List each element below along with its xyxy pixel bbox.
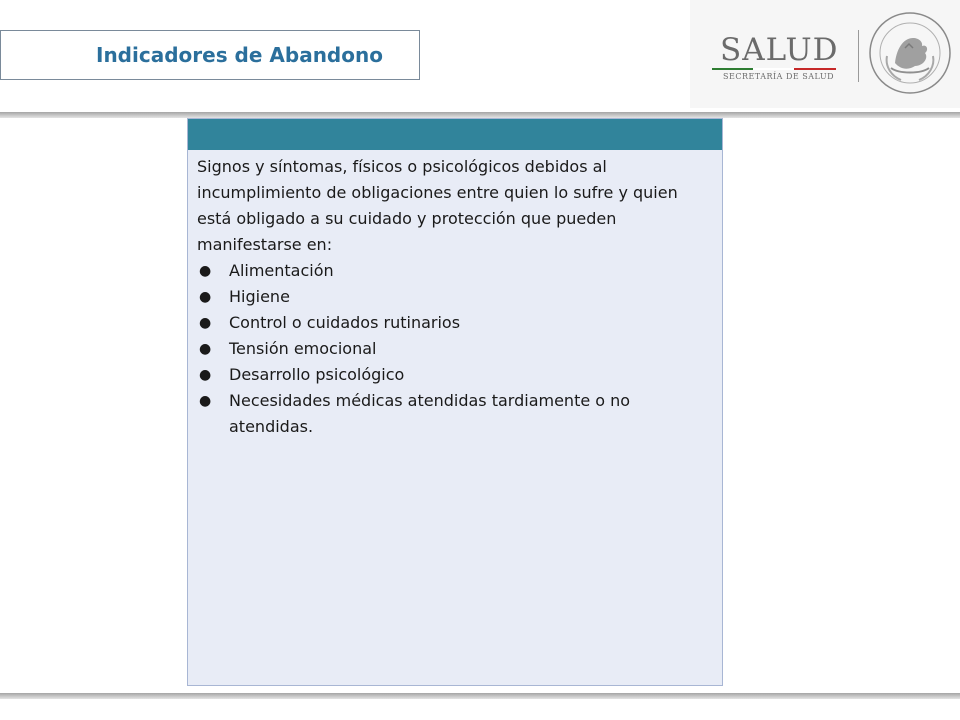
salud-logo bbox=[690, 0, 960, 108]
salud-logo-wordmark: SALUD bbox=[720, 32, 839, 68]
list-item bbox=[197, 284, 716, 310]
table-header bbox=[188, 119, 722, 150]
logo-divider bbox=[858, 30, 859, 82]
list-item-label: Tensión emocional bbox=[229, 339, 377, 358]
bullet-icon: ● bbox=[199, 393, 212, 409]
list-item-label: Desarrollo psicológico bbox=[229, 365, 405, 384]
page-title: Indicadores de Abandono bbox=[96, 43, 383, 67]
list-item bbox=[197, 388, 716, 440]
bottom-divider bbox=[0, 693, 960, 699]
list-item-label: Control o cuidados rutinarios bbox=[229, 313, 461, 332]
bullet-icon: ● bbox=[199, 289, 212, 305]
title-box bbox=[0, 30, 420, 80]
list-item bbox=[197, 336, 716, 362]
content-table bbox=[187, 118, 723, 686]
flag-stripe bbox=[712, 68, 836, 70]
bullet-icon: ● bbox=[199, 367, 212, 383]
list-item bbox=[197, 362, 716, 388]
salud-logo-subtitle: SECRETARÍA DE SALUD bbox=[723, 72, 835, 81]
list-item bbox=[197, 310, 716, 336]
list-item bbox=[197, 258, 716, 284]
list-item-label: Necesidades médicas atendidas tardiamente o no atendidas. bbox=[229, 391, 631, 436]
bullet-icon: ● bbox=[199, 263, 212, 279]
list-item-label: Alimentación bbox=[229, 261, 334, 280]
indicator-list bbox=[197, 258, 716, 440]
table-body bbox=[188, 150, 722, 440]
list-item-label: Higiene bbox=[229, 287, 290, 306]
intro-text: Signos y síntomas, físicos o psicológicos debidos al incumplimiento de obligaciones entre quien lo sufre y quien está obligado a su cuidado y protección que pueden manifestarse en: bbox=[197, 157, 678, 254]
bullet-icon: ● bbox=[199, 315, 212, 331]
bullet-icon: ● bbox=[199, 341, 212, 357]
mexico-seal-icon bbox=[865, 8, 955, 98]
